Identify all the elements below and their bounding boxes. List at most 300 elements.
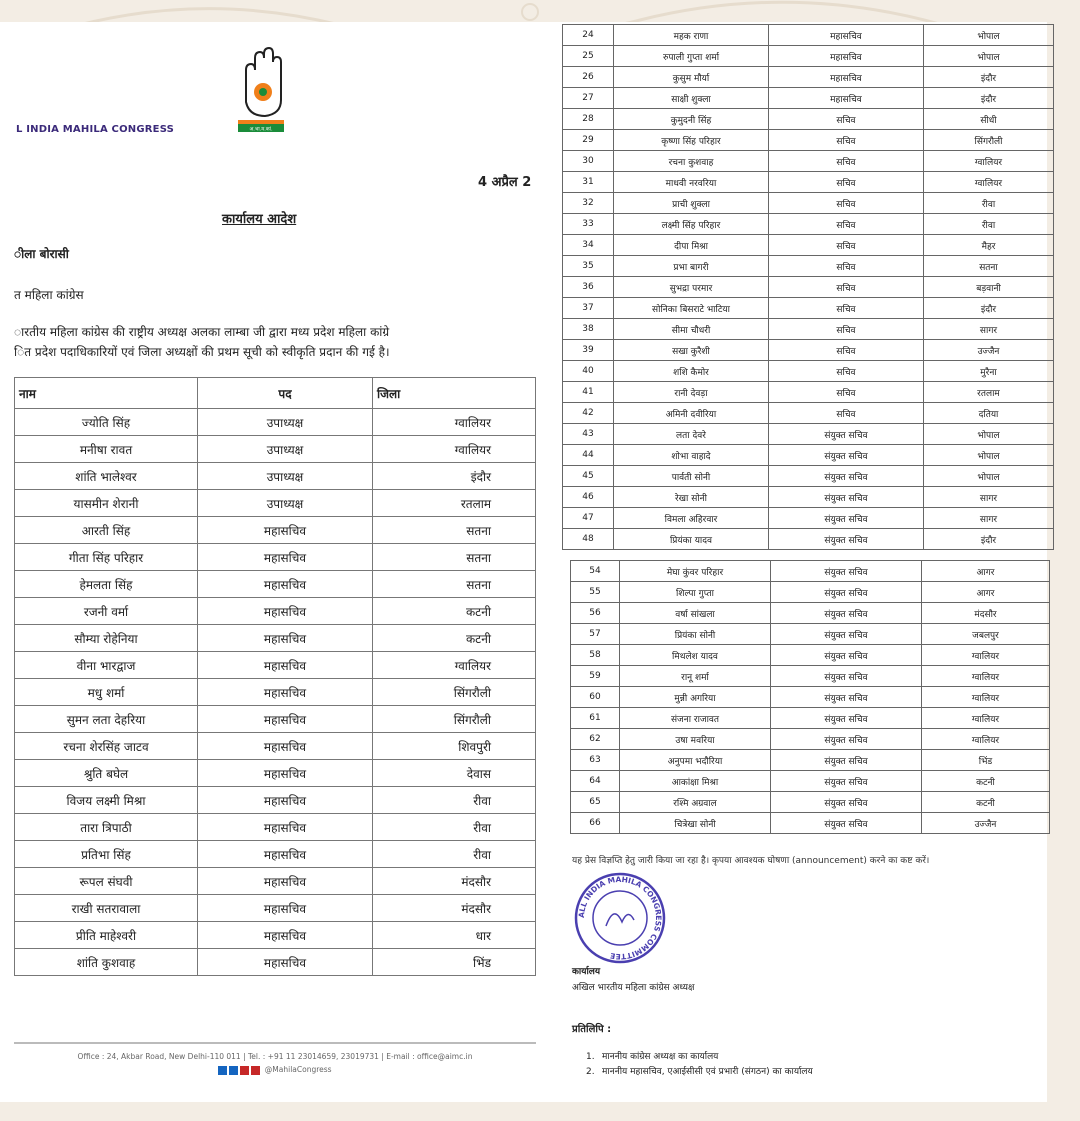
cell-district: शिवपुरी [373,733,536,760]
cell-serial: 45 [563,466,614,487]
table-row [563,172,1054,193]
cell-district: जबलपुर [922,624,1050,645]
copy-to-text: माननीय कांग्रेस अध्यक्ष का कार्यालय [602,1052,719,1062]
cell-post: महासचिव [198,679,373,706]
cell-name: तारा त्रिपाठी [15,814,198,841]
social-handle: @MahilaCongress [264,1065,332,1074]
cell-district: सतना [373,517,536,544]
cell-post: सचिव [769,340,924,361]
table-row [563,130,1054,151]
copy-to-number: 1. [586,1052,595,1062]
table-row [15,922,536,949]
cell-name: आकांक्षा मिश्रा [620,771,771,792]
cell-name: महक राणा [614,25,769,46]
cell-name: मेघा कुंवर परिहार [620,561,771,582]
cell-district: सतना [373,571,536,598]
cell-post: महासचिव [198,598,373,625]
cell-name: मिथलेश यादव [620,645,771,666]
cell-name: गीता सिंह परिहार [15,544,198,571]
cell-serial: 36 [563,277,614,298]
cell-name: प्राची शुक्ला [614,193,769,214]
office-bearers-table-continued [562,24,1054,550]
cell-name: अमिनी दवीरिया [614,403,769,424]
cell-district: रीवा [373,841,536,868]
cell-serial: 34 [563,235,614,256]
footer-address: Office : 24, Akbar Road, New Delhi-110 011 | Tel. : +91 11 23014659, 23019731 | E-mail : office@aimc.in [77,1052,473,1061]
cell-post: संयुक्त सचिव [769,424,924,445]
cell-district: मंदसौर [373,895,536,922]
cell-post: संयुक्त सचिव [771,582,922,603]
cell-serial: 32 [563,193,614,214]
cell-district: ग्वालियर [924,151,1054,172]
cell-name: माधवी नरवरिया [614,172,769,193]
cell-district: बड़वानी [924,277,1054,298]
cell-serial: 41 [563,382,614,403]
cell-district: ग्वालियर [373,652,536,679]
twitter-icon [218,1066,227,1075]
cell-name: चित्रेखा सोनी [620,813,771,834]
cell-serial: 56 [571,603,620,624]
cell-serial: 46 [563,487,614,508]
cell-post: संयुक्त सचिव [771,624,922,645]
cell-district: कटनी [373,625,536,652]
cell-serial: 48 [563,529,614,550]
footer-social [14,1063,536,1076]
table-row [563,214,1054,235]
table-row [571,645,1050,666]
table-row [15,652,536,679]
table-row [571,582,1050,603]
cell-district: सागर [924,319,1054,340]
cell-name: पार्वती सोनी [614,466,769,487]
cell-district: दतिया [924,403,1054,424]
cell-post: महासचिव [198,868,373,895]
letter-paragraph [14,322,536,362]
table-row [563,298,1054,319]
cell-district: सागर [924,508,1054,529]
cell-post: महासचिव [198,652,373,679]
cell-name: सुभद्रा परमार [614,277,769,298]
cell-post: महासचिव [198,706,373,733]
cell-name: शोभा वाहादे [614,445,769,466]
cell-serial: 25 [563,46,614,67]
instagram-icon [240,1066,249,1075]
cell-serial: 37 [563,298,614,319]
org-name: L INDIA MAHILA CONGRESS [16,124,175,135]
letter-date: 4 अप्रैल 2 [478,175,532,190]
cell-post: महासचिव [198,922,373,949]
cell-district: कटनी [922,771,1050,792]
cell-post: सचिव [769,214,924,235]
table-row [563,25,1054,46]
cell-district: धार [373,922,536,949]
cell-name: कुसुम मौर्या [614,67,769,88]
table-row [15,517,536,544]
cell-district: सीधी [924,109,1054,130]
joint-secretaries-table [570,560,1050,834]
cell-district: सिंगरौली [373,706,536,733]
cell-serial: 42 [563,403,614,424]
table-row [15,868,536,895]
cell-district: मैहर [924,235,1054,256]
cell-name: रानू शर्मा [620,666,771,687]
cell-serial: 66 [571,813,620,834]
table-row [15,706,536,733]
cell-name: विमला अहिरवार [614,508,769,529]
cell-post: सचिव [769,193,924,214]
cell-name: कृष्णा सिंह परिहार [614,130,769,151]
cell-post: महासचिव [769,46,924,67]
office-bearers-table [14,377,536,976]
cell-name: प्रतिभा सिंह [15,841,198,868]
cell-post: उपाध्यक्ष [198,436,373,463]
cell-name: लक्ष्मी सिंह परिहार [614,214,769,235]
cell-post: सचिव [769,319,924,340]
cell-serial: 31 [563,172,614,193]
cell-district: भिंड [373,949,536,976]
table-row [571,708,1050,729]
table-row [571,792,1050,813]
table-row [15,895,536,922]
cell-serial: 64 [571,771,620,792]
logo-caption: अ.भा.म.कां. [249,126,273,133]
cell-district: मंदसौर [922,603,1050,624]
cell-name: रुपाली गुप्ता शर्मा [614,46,769,67]
cell-post: संयुक्त सचिव [771,708,922,729]
cell-district: सिंगरौली [373,679,536,706]
cell-serial: 30 [563,151,614,172]
table-row [571,687,1050,708]
table-row [563,109,1054,130]
cell-name: लता देवरे [614,424,769,445]
cell-name: आरती सिंह [15,517,198,544]
facebook-icon [229,1066,238,1075]
cell-district: इंदौर [924,88,1054,109]
cell-serial: 58 [571,645,620,666]
cell-name: कुमुदनी सिंह [614,109,769,130]
table-row [571,666,1050,687]
table-row [15,787,536,814]
table-row [563,256,1054,277]
cell-serial: 38 [563,319,614,340]
table-row [571,603,1050,624]
cell-district: देवास [373,760,536,787]
cell-post: महासचिव [198,841,373,868]
table-row [571,750,1050,771]
cell-serial: 65 [571,792,620,813]
cell-post: महासचिव [198,544,373,571]
table-row [571,813,1050,834]
cell-name: रचना कुशवाह [614,151,769,172]
cell-name: श्रुति बघेल [15,760,198,787]
cell-name: उषा मवरिया [620,729,771,750]
cell-district: भोपाल [924,424,1054,445]
cell-serial: 24 [563,25,614,46]
table-row [563,466,1054,487]
cell-name: रानी देवड़ा [614,382,769,403]
cell-district: ग्वालियर [922,708,1050,729]
cell-district: ग्वालियर [373,409,536,436]
cell-district: मंदसौर [373,868,536,895]
table-row [563,403,1054,424]
cell-post: संयुक्त सचिव [769,466,924,487]
cell-district: ग्वालियर [922,687,1050,708]
cell-post: सचिव [769,256,924,277]
table-row [563,319,1054,340]
cell-name: रश्मि अग्रवाल [620,792,771,813]
cell-district: इंदौर [924,298,1054,319]
addressee-name: ीला बोरासी [14,247,69,261]
cell-name: वर्षा सांखला [620,603,771,624]
cell-serial: 47 [563,508,614,529]
cell-name: प्रियंका सोनी [620,624,771,645]
table-row [563,445,1054,466]
table-row [563,67,1054,88]
cell-post: संयुक्त सचिव [771,813,922,834]
cell-serial: 40 [563,361,614,382]
cell-post: महासचिव [198,814,373,841]
cell-post: महासचिव [198,571,373,598]
cell-post: संयुक्त सचिव [771,750,922,771]
cell-district: भोपाल [924,445,1054,466]
signature-subtitle: अखिल भारतीय महिला कांग्रेस अध्यक्ष [572,983,695,993]
cell-name: शांति भालेश्वर [15,463,198,490]
letter-footer [14,1042,536,1076]
table-row [15,841,536,868]
cell-post: उपाध्यक्ष [198,463,373,490]
cell-district: आगर [922,582,1050,603]
cell-post: महासचिव [198,895,373,922]
table-row [15,760,536,787]
copy-to-item [586,1065,813,1080]
cell-district: इंदौर [924,67,1054,88]
cell-serial: 35 [563,256,614,277]
copy-to-text: माननीय महासचिव, एआईसीसी एवं प्रभारी (संगठन) का कार्यालय [602,1067,813,1077]
congress-hand-logo [232,40,290,140]
copy-to-item [586,1050,813,1065]
cell-post: संयुक्त सचिव [771,687,922,708]
cell-name: प्रियंका यादव [614,529,769,550]
cell-name: शशि कैमोर [614,361,769,382]
column-header-district: जिला [373,378,536,409]
cell-post: सचिव [769,151,924,172]
cell-district: रीवा [373,814,536,841]
cell-serial: 63 [571,750,620,771]
cell-district: ग्वालियर [922,729,1050,750]
table-row [15,679,536,706]
table-row [571,624,1050,645]
cell-post: महासचिव [198,949,373,976]
cell-post: महासचिव [198,760,373,787]
cell-name: मधु शर्मा [15,679,198,706]
cell-name: शांति कुशवाह [15,949,198,976]
cell-post: महासचिव [198,787,373,814]
youtube-icon [251,1066,260,1075]
cell-post: महासचिव [769,25,924,46]
cell-serial: 29 [563,130,614,151]
official-stamp [572,870,668,966]
table-row [15,490,536,517]
cell-post: संयुक्त सचिव [771,561,922,582]
table-row [15,598,536,625]
table-row [15,814,536,841]
copy-to-number: 2. [586,1067,595,1077]
table-row [563,508,1054,529]
copy-to-list [586,1050,813,1080]
cell-district: भोपाल [924,25,1054,46]
cell-name: यासमीन शेरानी [15,490,198,517]
column-header-name: नाम [15,378,198,409]
cell-post: सचिव [769,382,924,403]
cell-serial: 59 [571,666,620,687]
cell-post: उपाध्यक्ष [198,490,373,517]
table-row [563,88,1054,109]
cell-post: महासचिव [769,88,924,109]
cell-name: सौम्या रोहेनिया [15,625,198,652]
cell-district: रतलाम [373,490,536,517]
cell-district: इंदौर [924,529,1054,550]
cell-district: आगर [922,561,1050,582]
cell-district: भोपाल [924,466,1054,487]
table-row [15,733,536,760]
cell-serial: 57 [571,624,620,645]
cell-district: रतलाम [924,382,1054,403]
cell-name: अनुपमा भदौरिया [620,750,771,771]
cell-name: हेमलता सिंह [15,571,198,598]
cell-name: विजय लक्ष्मी मिश्रा [15,787,198,814]
table-row [563,487,1054,508]
paragraph-line: ित प्रदेश पदाधिकारियों एवं जिला अध्यक्षों की प्रथम सूची को स्वीकृति प्रदान की गई है। [14,345,390,359]
table-row [15,571,536,598]
cell-name: रचना शेरसिंह जाटव [15,733,198,760]
cell-serial: 26 [563,67,614,88]
press-note: यह प्रेस विज्ञप्ति हेतु जारी किया जा रहा है। कृपया आवश्यक घोषणा (announcement) करने का कष्ट करें। [572,856,930,866]
cell-district: सतना [373,544,536,571]
cell-post: महासचिव [769,67,924,88]
table-row [15,409,536,436]
cell-serial: 55 [571,582,620,603]
cell-district: भोपाल [924,46,1054,67]
cell-name: सोनिका बिसराटे भाटिया [614,298,769,319]
cell-name: संजना राजावत [620,708,771,729]
cell-post: सचिव [769,172,924,193]
addressee-org: त महिला कांग्रेस [14,288,84,302]
cell-name: राखी सतरावाला [15,895,198,922]
table-row [571,561,1050,582]
table-row [15,463,536,490]
cell-post: सचिव [769,277,924,298]
cell-post: उपाध्यक्ष [198,409,373,436]
cell-post: सचिव [769,235,924,256]
table-row [563,235,1054,256]
cell-post: संयुक्त सचिव [769,529,924,550]
cell-name: प्रीति माहेश्वरी [15,922,198,949]
cell-district: उज्जैन [922,813,1050,834]
table-row [15,625,536,652]
table-header-row [15,378,536,409]
cell-post: संयुक्त सचिव [769,508,924,529]
cell-post: सचिव [769,361,924,382]
cell-name: शिल्पा गुप्ता [620,582,771,603]
cell-name: प्रभा बागरी [614,256,769,277]
table-row [563,361,1054,382]
cell-serial: 39 [563,340,614,361]
cell-district: ग्वालियर [373,436,536,463]
cell-post: महासचिव [198,517,373,544]
cell-district: ग्वालियर [924,172,1054,193]
cell-district: सिंगरौली [924,130,1054,151]
table-row [563,382,1054,403]
table-row [563,277,1054,298]
table-row [563,340,1054,361]
cell-post: महासचिव [198,733,373,760]
cell-district: रीवा [373,787,536,814]
cell-name: मुन्नी अगरिया [620,687,771,708]
table-row [571,729,1050,750]
letter-heading: कार्यालय आदेश [222,212,297,227]
cell-post: संयुक्त सचिव [771,771,922,792]
cell-serial: 43 [563,424,614,445]
table-row [15,949,536,976]
cell-name: सुमन लता देहरिया [15,706,198,733]
paragraph-line: ारतीय महिला कांग्रेस की राष्ट्रीय अध्यक्ष अलका लाम्बा जी द्वारा मध्य प्रदेश महिला कांग्रे [14,325,390,339]
cell-serial: 54 [571,561,620,582]
cell-serial: 27 [563,88,614,109]
cell-district: सतना [924,256,1054,277]
table-row [571,771,1050,792]
cell-name: साक्षी शुक्ला [614,88,769,109]
cell-district: कटनी [922,792,1050,813]
cell-serial: 44 [563,445,614,466]
cell-post: संयुक्त सचिव [769,445,924,466]
stamp-text: ALL INDIA MAHILA CONGRESS COMMITTEE [576,874,664,962]
cell-post: संयुक्त सचिव [769,487,924,508]
column-header-post: पद [198,378,373,409]
cell-serial: 28 [563,109,614,130]
cell-post: सचिव [769,298,924,319]
cell-name: मनीषा रावत [15,436,198,463]
cell-post: संयुक्त सचिव [771,729,922,750]
table-row [563,529,1054,550]
cell-district: भिंड [922,750,1050,771]
cell-serial: 33 [563,214,614,235]
cell-name: दीपा मिश्रा [614,235,769,256]
copy-to-heading: प्रतिलिपि : [572,1024,612,1035]
cell-post: संयुक्त सचिव [771,666,922,687]
cell-district: रीवा [924,214,1054,235]
cell-name: सखा कुरैशी [614,340,769,361]
cell-district: इंदौर [373,463,536,490]
cell-post: संयुक्त सचिव [771,645,922,666]
cell-post: महासचिव [198,625,373,652]
cell-district: ग्वालियर [922,645,1050,666]
cell-serial: 60 [571,687,620,708]
cell-district: कटनी [373,598,536,625]
cell-district: सागर [924,487,1054,508]
table-row [563,424,1054,445]
cell-post: सचिव [769,130,924,151]
cell-post: संयुक्त सचिव [771,603,922,624]
table-row [563,151,1054,172]
cell-name: रूपल संघवी [15,868,198,895]
cell-post: सचिव [769,109,924,130]
table-row [563,193,1054,214]
cell-name: रजनी वर्मा [15,598,198,625]
cell-district: उज्जैन [924,340,1054,361]
cell-name: सीमा चौधरी [614,319,769,340]
table-row [563,46,1054,67]
cell-name: वीना भारद्वाज [15,652,198,679]
